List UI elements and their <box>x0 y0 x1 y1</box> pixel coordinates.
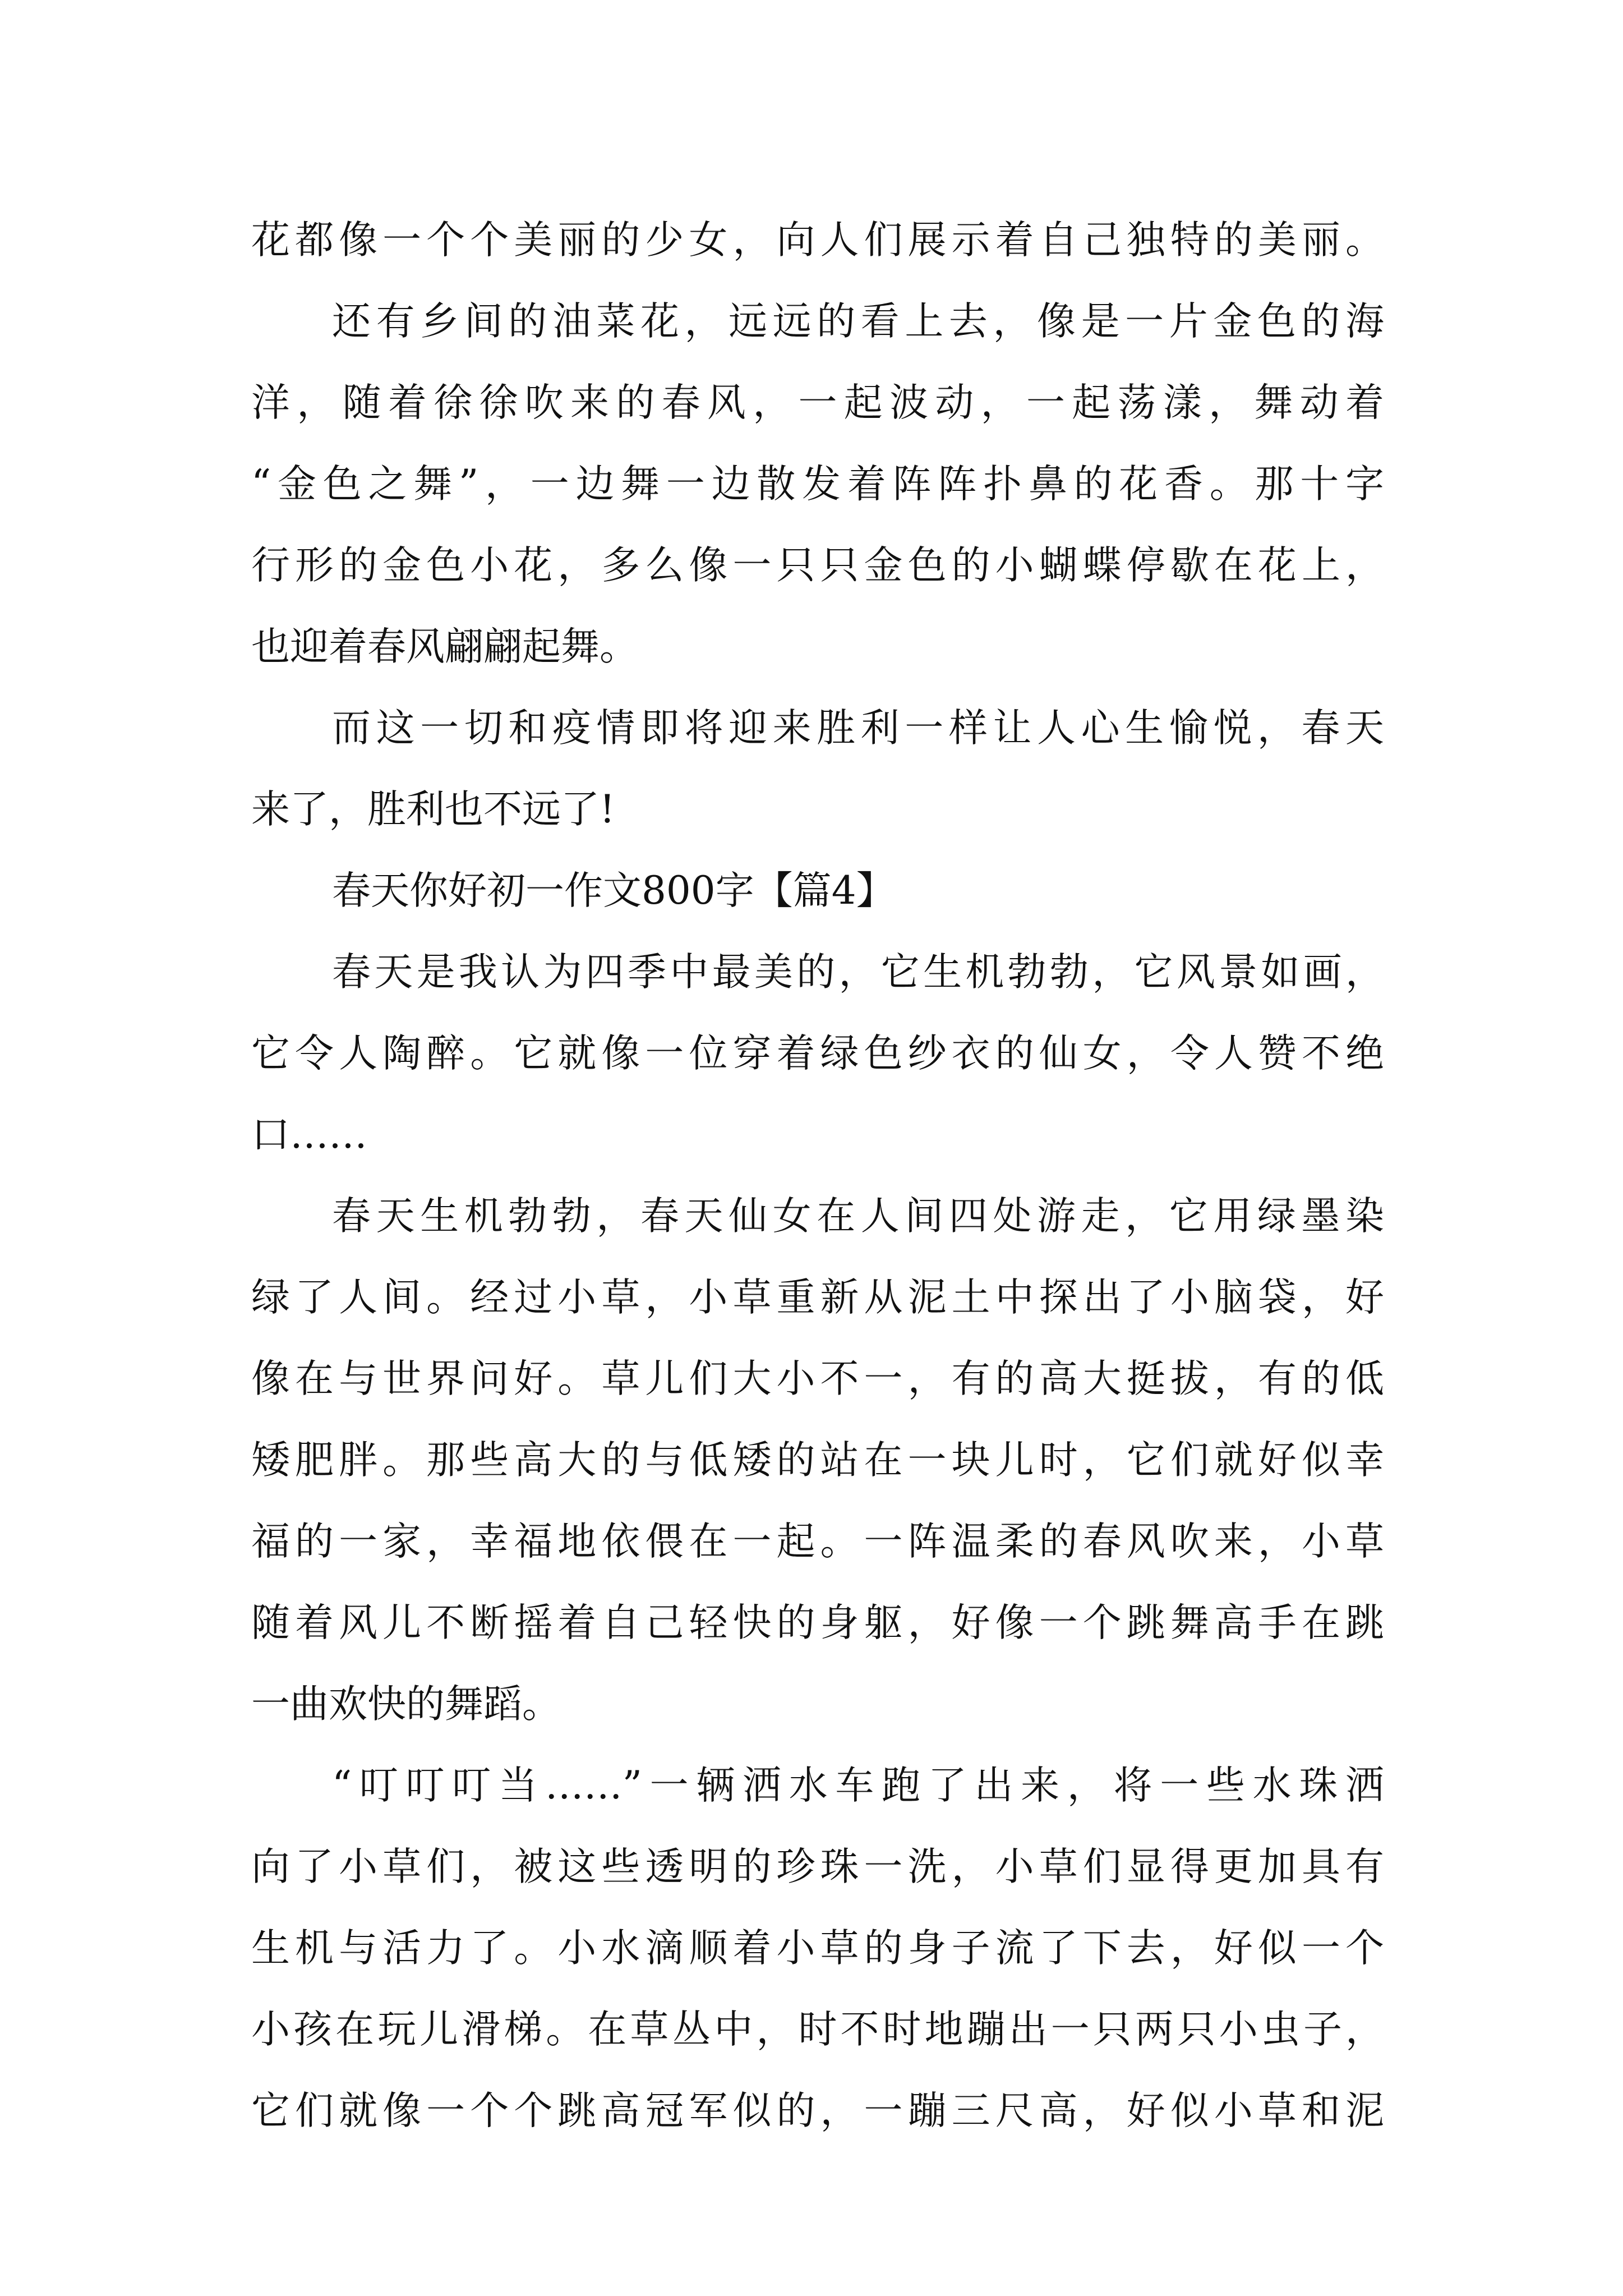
text-line: 口…… <box>251 1112 367 1157</box>
text-line: 小孩在玩儿滑梯。在草丛中，时不时地蹦出一只两只小虫子， <box>251 2007 1384 2052</box>
text-line: 福的一家，幸福地依偎在一起。一阵温柔的春风吹来，小草 <box>251 1519 1384 1564</box>
text-line: 生机与活力了。小水滴顺着小草的身子流了下去，好似一个 <box>251 1926 1384 1971</box>
section-heading: 春天你好初一作文800字【篇4】 <box>332 868 895 913</box>
paragraph-start-line: “叮叮叮当……”一辆洒水车跑了出来，将一些水珠洒 <box>332 1763 1384 1808</box>
text-line: “金色之舞”，一边舞一边散发着阵阵扑鼻的花香。那十字 <box>251 462 1384 507</box>
paragraph-start-line: 春天是我认为四季中最美的，它生机勃勃，它风景如画， <box>332 950 1384 995</box>
text-line: 一曲欢快的舞蹈。 <box>251 1682 561 1727</box>
text-line: 洋，随着徐徐吹来的春风，一起波动，一起荡漾，舞动着 <box>251 380 1384 425</box>
text-line: 它们就像一个个跳高冠军似的，一蹦三尺高，好似小草和泥 <box>251 2088 1384 2133</box>
text-line: 绿了人间。经过小草，小草重新从泥土中探出了小脑袋，好 <box>251 1275 1384 1320</box>
paragraph-start-line: 还有乡间的油菜花，远远的看上去，像是一片金色的海 <box>332 299 1384 344</box>
text-line: 花都像一个个美丽的少女，向人们展示着自己独特的美丽。 <box>251 218 1384 263</box>
text-line: 也迎着春风翩翩起舞。 <box>251 624 638 669</box>
text-line: 它令人陶醉。它就像一位穿着绿色纱衣的仙女，令人赞不绝 <box>251 1031 1384 1076</box>
paragraph-start-line: 春天生机勃勃，春天仙女在人间四处游走，它用绿墨染 <box>332 1194 1384 1239</box>
text-line: 像在与世界问好。草儿们大小不一，有的高大挺拔，有的低 <box>251 1356 1384 1401</box>
text-line: 随着风儿不断摇着自己轻快的身躯，好像一个跳舞高手在跳 <box>251 1600 1384 1645</box>
paragraph-start-line: 而这一切和疫情即将迎来胜利一样让人心生愉悦，春天 <box>332 706 1384 751</box>
text-line: 来了，胜利也不远了! <box>251 787 615 832</box>
text-line: 矮肥胖。那些高大的与低矮的站在一块儿时，它们就好似幸 <box>251 1438 1384 1483</box>
text-line: 向了小草们，被这些透明的珍珠一洗，小草们显得更加具有 <box>251 1844 1384 1889</box>
text-line: 行形的金色小花，多么像一只只金色的小蝴蝶停歇在花上， <box>251 543 1384 588</box>
